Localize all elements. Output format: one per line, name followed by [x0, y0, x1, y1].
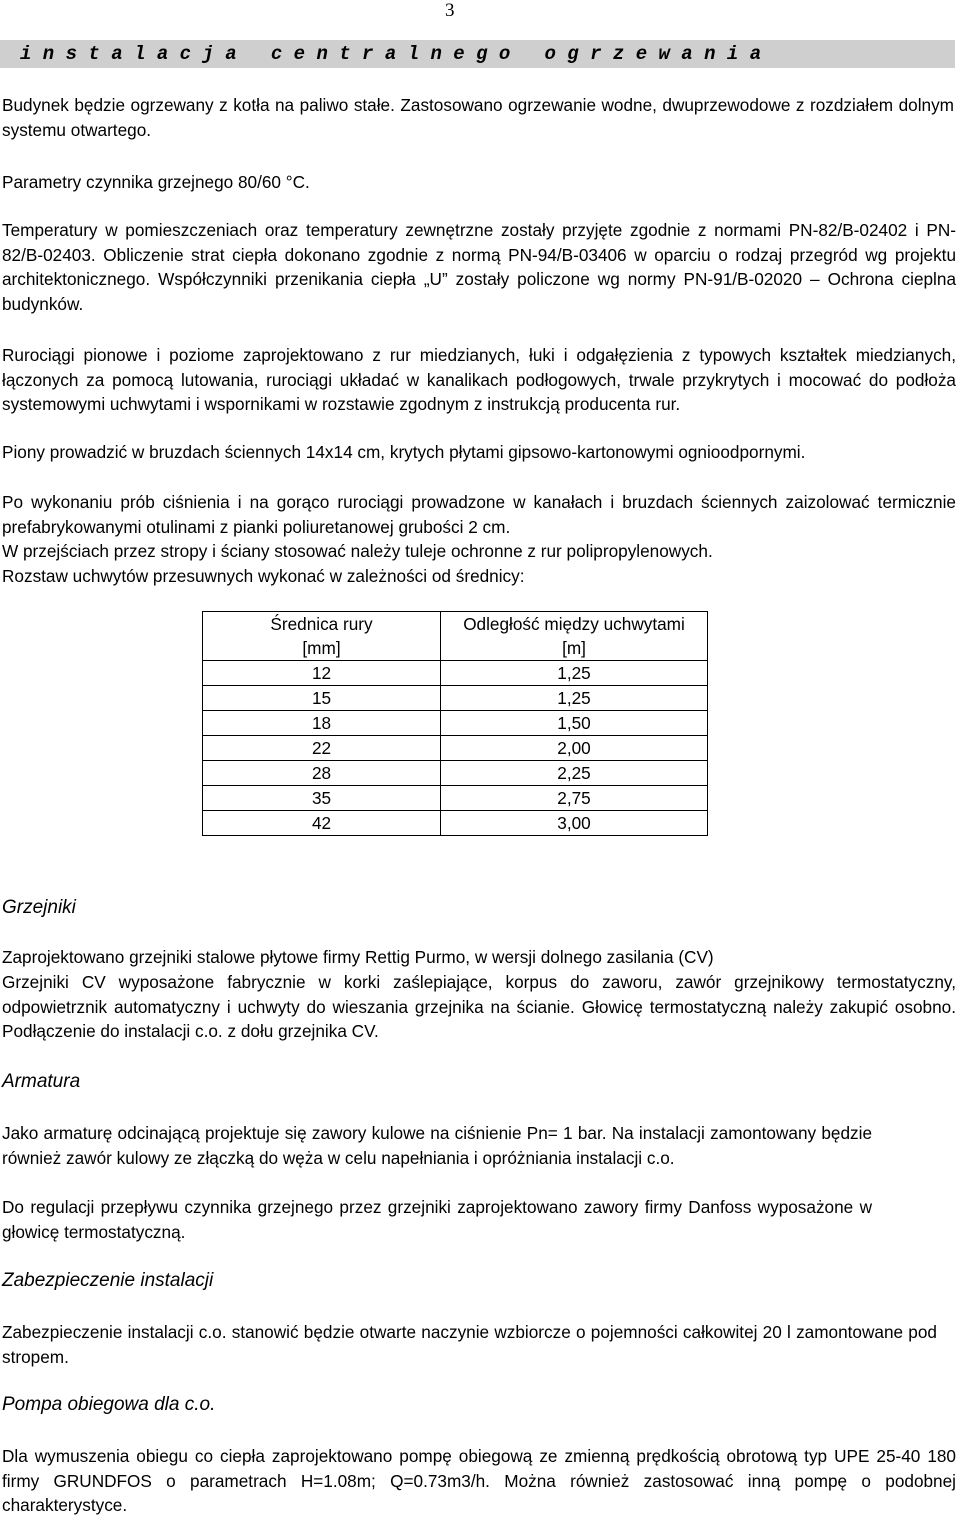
intro-paragraph-2: Parametry czynnika grzejnego 80/60 °C.	[2, 172, 310, 192]
spacing-cell: 1,25	[441, 661, 708, 686]
spacing-cell: 2,00	[441, 736, 708, 761]
pipe-support-spacing-table	[202, 611, 708, 836]
table-row	[203, 661, 708, 686]
heading-pump: Pompa obiegowa dla c.o.	[2, 1394, 216, 1415]
table-row	[203, 811, 708, 836]
table-row	[203, 736, 708, 761]
table-header-spacing	[441, 612, 708, 661]
table-row	[203, 711, 708, 736]
pump-paragraph-1: Dla wymuszenia obiegu co ciepła zaprojektowano pompę obiegową ze zmienną prędkością obrotową typ UPE 25-40 180 firmy GRUNDFOS o parametrach H=1.08m; Q=0.73m3/h. Można również zastosować inną pompę o podobnej charakterystyce.	[2, 1446, 956, 1515]
heading-radiators: Grzejniki	[2, 897, 76, 918]
intro-paragraph-3: Temperatury w pomieszczeniach oraz temperatury zewnętrzne zostały przyjęte zgodnie z normami PN-82/B-02402 i PN-82/B-02403. Obliczenie strat ciepła dokonano zgodnie z normą PN-94/B-03406 w oparciu o rodzaj przegród wg projektu architektonicznego. Współczynniki przenikania ciepła „U” zostały policzone wg normy PN-91/B-02020 – Ochrona cieplna budynków.	[2, 220, 956, 314]
radiators-paragraph-2: Grzejniki CV wyposażone fabrycznie w korki zaślepiające, korpus do zaworu, zawór grzejnikowy termostatyczny, odpowietrznik automatyczny i uchwyty do wieszania grzejnika na ścianie. Głowicę termostatyczną należy zakupić osobno. Podłączenie do instalacji c.o. z dołu grzejnika CV.	[2, 972, 956, 1041]
table-row	[203, 686, 708, 711]
header-diameter-unit: [mm]	[302, 638, 341, 658]
pipes-paragraph-4: W przejściach przez stropy i ściany stosować należy tuleje ochronne z rur polipropylenowych.	[2, 541, 713, 561]
diameter-cell: 28	[203, 761, 441, 786]
diameter-cell: 12	[203, 661, 441, 686]
protection-paragraph-1: Zabezpieczenie instalacji c.o. stanowić będzie otwarte naczynie wzbiorcze o pojemności całkowitej 20 l zamontowane pod stropem.	[2, 1322, 937, 1367]
table-row	[203, 761, 708, 786]
diameter-cell: 35	[203, 786, 441, 811]
pipes-paragraph-5: Rozstaw uchwytów przesuwnych wykonać w zależności od średnicy:	[2, 566, 525, 586]
diameter-cell: 22	[203, 736, 441, 761]
pipes-paragraph-1: Rurociągi pionowe i poziome zaprojektowano z rur miedzianych, łuki i odgałęzienia z typowych kształtek miedzianych, łączonych za pomocą lutowania, rurociągi układać w kanalikach podłogowych, trwale przykrytych i mocować do podłoża systemowymi uchwytami i wspornikami w rozstawie zgodnym z instrukcją producenta rur.	[2, 345, 956, 414]
pipes-paragraph-3: Po wykonaniu prób ciśnienia i na gorąco rurociągi prowadzone w kanałach i bruzdach ściennych zaizolować termicznie prefabrykowanymi otulinami z pianki poliuretanowej grubości 2 cm.	[2, 492, 956, 537]
spacing-cell: 1,50	[441, 711, 708, 736]
spacing-cell: 2,75	[441, 786, 708, 811]
diameter-cell: 18	[203, 711, 441, 736]
header-diameter-label: Średnica rury	[270, 614, 373, 634]
diameter-cell: 42	[203, 811, 441, 836]
fittings-paragraph-1: Jako armaturę odcinającą projektuje się zawory kulowe na ciśnienie Pn= 1 bar. Na instalacji zamontowany będzie również zawór kulowy ze złączką do węża w celu napełniania i opróżniania instalacji c.o.	[2, 1123, 872, 1168]
header-spacing-unit: [m]	[562, 638, 586, 658]
pipes-paragraph-2: Piony prowadzić w bruzdach ściennych 14x14 cm, krytych płytami gipsowo-kartonowymi ognioodpornymi.	[2, 442, 806, 462]
spacing-cell: 3,00	[441, 811, 708, 836]
heading-fittings: Armatura	[2, 1071, 81, 1092]
radiators-paragraph-1: Zaprojektowano grzejniki stalowe płytowe firmy Rettig Purmo, w wersji dolnego zasilania (CV)	[2, 947, 714, 967]
table-header-diameter	[203, 612, 441, 661]
fittings-paragraph-2: Do regulacji przepływu czynnika grzejnego przez grzejniki zaprojektowano zawory firmy Danfoss wyposażone w głowicę termostatyczną.	[2, 1197, 872, 1242]
table-row	[203, 786, 708, 811]
header-spacing-label: Odległość między uchwytami	[463, 614, 685, 634]
section-title: i n s t a l a c j a c e n t r a l n e g o o g r z e w a n i a	[20, 43, 762, 65]
page-number: 3	[445, 0, 455, 21]
table-header-row	[203, 612, 708, 661]
intro-paragraph-1: Budynek będzie ogrzewany z kotła na paliwo stałe. Zastosowano ogrzewanie wodne, dwuprzewodowe z rozdziałem dolnym systemu otwartego.	[2, 95, 954, 140]
heading-protection: Zabezpieczenie instalacji	[2, 1270, 214, 1291]
spacing-cell: 1,25	[441, 686, 708, 711]
spacing-cell: 2,25	[441, 761, 708, 786]
diameter-cell: 15	[203, 686, 441, 711]
